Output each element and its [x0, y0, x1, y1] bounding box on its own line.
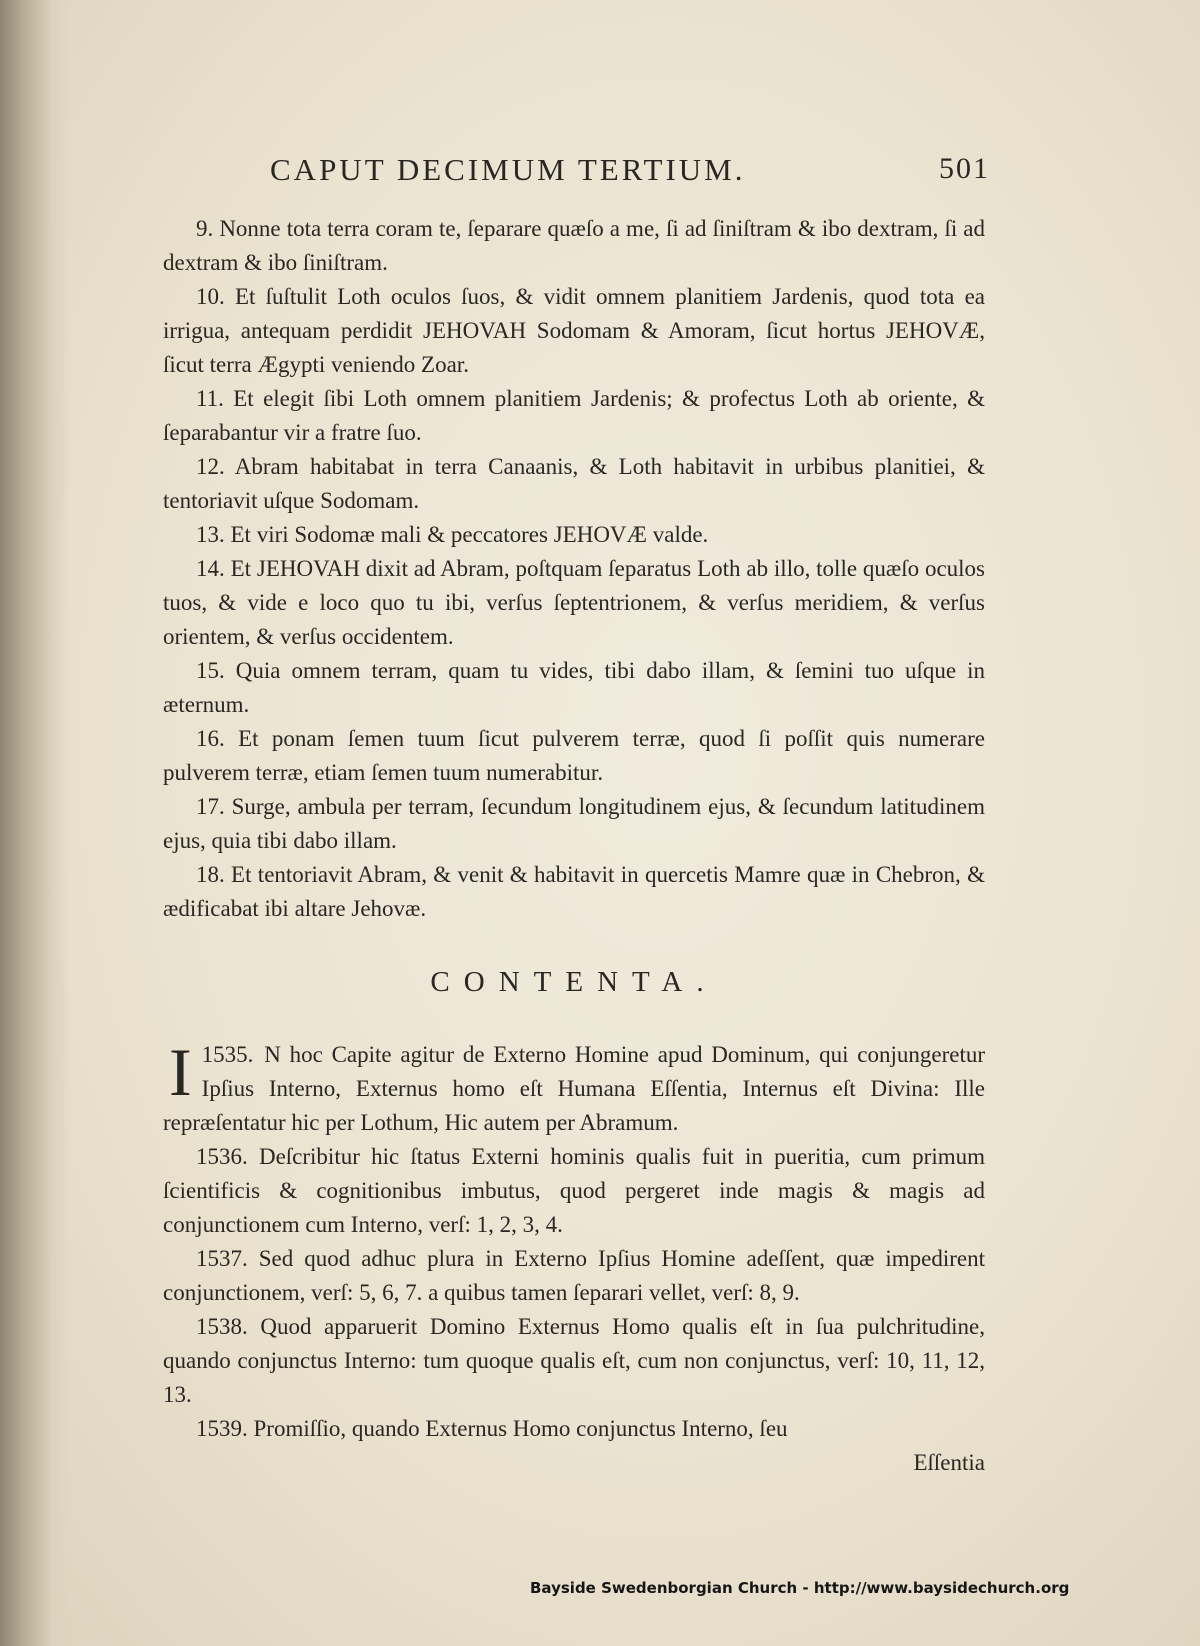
contents-entry: 1539. Promiſſio, quando Externus Homo conjunctus Interno, ſeu: [196, 1416, 788, 1441]
verse-list: [163, 212, 985, 926]
verse: 9. Nonne tota terra coram te, ſeparare quæſo a me, ſi ad ſiniſtram & ibo dextram, ſi ad dextram & ibo ſiniſtram.: [163, 216, 985, 275]
contents-entry: 1536. Deſcribitur hic ſtatus Externi hominis qualis fuit in pueritia, cum primum ſcientificis & cognitionibus imbutus, quod pergeret inde magis & magis ad conjunctionem cum Interno, verſ: 1, 2, 3, 4.: [163, 1144, 985, 1237]
verse: 12. Abram habitabat in terra Canaanis, & Loth habitavit in urbibus planitiei, & tentoriavit uſque Sodomam.: [163, 454, 985, 513]
contents-entry: 1538. Quod apparuerit Domino Externus Homo qualis eſt in ſua pulchritudine, quando conjunctus Interno: tum quoque qualis eſt, cum non conjunctus, verſ: 10, 11, 12, 13.: [163, 1314, 985, 1407]
contents-entry: 1537. Sed quod adhuc plura in Externo Ipſius Homine adeſſent, quæ impedirent conjunctionem, verſ: 5, 6, 7. a quibus tamen ſeparari vellet, verſ: 8, 9.: [163, 1246, 985, 1305]
page-number: 501: [939, 152, 990, 185]
verse: 10. Et ſuſtulit Loth oculos ſuos, & vidit omnem planitiem Jardenis, quod tota ea irrigua, antequam perdidit JEHOVAH Sodomam & Amoram, ſicut hortus JEHOVÆ, ſicut terra Ægypti veniendo Zoar.: [163, 284, 985, 377]
catchword: Eſſentia: [913, 1450, 985, 1475]
entry-number: 1535.: [201, 1042, 254, 1067]
contents-heading: CONTENTA.: [430, 966, 718, 998]
verse: 17. Surge, ambula per terram, ſecundum longitudinem ejus, & ſecundum latitudinem ejus, quia tibi dabo illam.: [163, 794, 985, 853]
entry-text: N hoc Capite agitur de Externo Homine apud Dominum, qui conjungeretur Ipſius Interno, Externus homo eſt Humana Eſſentia, Internus eſt Divina: Ille repræſentatur hic per Lothum, Hic autem per Abramum.: [163, 1042, 986, 1135]
verse: 14. Et JEHOVAH dixit ad Abram, poſtquam ſeparatus Loth ab illo, tolle quæſo oculos tuos, & vide e loco quo tu ibi, verſus ſeptentrionem, & verſus meridiem, & verſus orientem, & verſus occidentem.: [163, 556, 985, 649]
page-header: [270, 152, 990, 202]
source-credit: Bayside Swedenborgian Church - http://www.baysidechurch.org: [530, 1579, 1070, 1597]
drop-cap: I: [169, 1034, 192, 1110]
running-title: CAPUT DECIMUM TERTIUM.: [270, 152, 746, 187]
verse: 11. Et elegit ſibi Loth omnem planitiem Jardenis; & profectus Loth ab oriente, & ſeparabantur vir a fratre ſuo.: [163, 386, 985, 445]
verse: 13. Et viri Sodomæ mali & peccatores JEHOVÆ valde.: [196, 522, 709, 547]
page-text: [163, 212, 985, 1480]
verse: 16. Et ponam ſemen tuum ſicut pulverem terræ, quod ſi poſſit quis numerare pulverem terræ, etiam ſemen tuum numerabitur.: [163, 726, 985, 785]
verse: 18. Et tentoriavit Abram, & venit & habitavit in quercetis Mamre quæ in Chebron, & ædificabat ibi altare Jehovæ.: [163, 862, 985, 921]
page-gutter-shadow: [0, 0, 70, 1646]
contents-list: [163, 1034, 986, 1480]
verse: 15. Quia omnem terram, quam tu vides, tibi dabo illam, & ſemini tuo uſque in æternum.: [163, 658, 985, 717]
contents-entry: [163, 1034, 986, 1140]
